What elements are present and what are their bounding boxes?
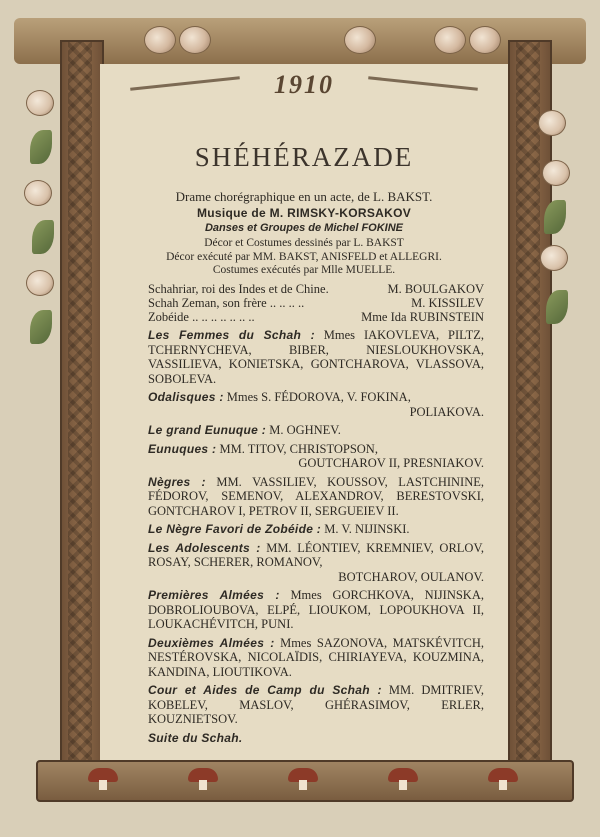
ornamental-bottom-border	[36, 760, 574, 802]
list-item	[148, 522, 484, 537]
list-item	[148, 541, 484, 585]
mushroom-icon	[188, 768, 218, 790]
cast-row	[148, 282, 484, 296]
list-item	[148, 683, 484, 727]
list-item	[148, 588, 484, 632]
group-names: Mmes S. FÉDOROVA, V. FOKINA,	[226, 390, 411, 404]
list-item	[148, 390, 484, 419]
rose-ornament-icon	[344, 26, 376, 54]
dancer-name: M. KISSILEV	[411, 296, 484, 310]
list-item	[148, 731, 484, 746]
ensemble-list	[148, 328, 484, 749]
group-names: M. OGHNEV.	[269, 423, 341, 437]
group-names: Mmes SAZONOVA, MATSKÉVITCH, NESTÉROVSKA, NICOLAÏDIS, CHIRIAYEVA, KOUZMINA, KANDINA, LIOUTIKOVA.	[148, 635, 485, 679]
mushroom-icon	[288, 768, 318, 790]
rose-icon	[26, 270, 54, 296]
group-label: Le Nègre Favori de Zobéide :	[148, 522, 322, 536]
group-names: Mmes GORCHKOVA, NIJINSKA, DOBROLIOUBOVA, ELPÉ, LIOUKOM, LOPOUKHOVA II, LOUKACHÉVITCH, PUNI.	[148, 588, 484, 631]
group-names: Mmes IAKOVLEVA, PILTZ, TCHERNYCHEVA, BIBER, NIESLOUKHOVSKA, VASSILIEVA, KONIETSKA, GONTCHAROVA, VLASSOVA, SOBOLEVA.	[148, 328, 484, 386]
list-item	[148, 423, 484, 438]
credit-line: Décor et Costumes dessinés par L. BAKST	[204, 237, 404, 249]
credit-line: Décor exécuté par MM. BAKST, ANISFELD et ALLEGRI.	[166, 251, 442, 263]
role-name: Zobéide .. .. .. .. .. .. ..	[148, 310, 255, 324]
list-item	[148, 475, 484, 519]
rose-icon	[540, 245, 568, 271]
page-title: SHÉHÉRAZADE	[194, 142, 414, 172]
group-label: Odalisques :	[148, 390, 224, 404]
rose-ornament-icon	[144, 26, 176, 54]
leaf-icon	[544, 200, 566, 234]
group-label: Nègres :	[148, 474, 206, 489]
cast-row	[148, 310, 484, 324]
list-item	[148, 328, 484, 386]
rose-icon	[24, 180, 52, 206]
mushroom-icon	[388, 768, 418, 790]
rose-ornament-icon	[469, 26, 501, 54]
list-item	[148, 636, 484, 680]
role-name: Schahriar, roi des Indes et de Chine.	[148, 282, 329, 296]
cast-row	[148, 296, 484, 310]
rose-icon	[26, 90, 54, 116]
group-label: Deuxièmes Almées :	[148, 635, 275, 650]
role-name: Schah Zeman, son frère .. .. .. ..	[148, 296, 305, 310]
dancer-name: Mme Ida RUBINSTEIN	[361, 310, 484, 324]
group-label: Les Femmes du Schah :	[148, 328, 315, 342]
group-names: MM. TITOV, CHRISTOPSON,	[219, 441, 378, 456]
left-rose-vine	[22, 70, 56, 370]
group-label: Premières Almées :	[148, 588, 280, 602]
rose-ornament-icon	[179, 26, 211, 54]
group-label: Suite du Schah.	[148, 730, 243, 745]
credit-line: Costumes exécutés par Mlle MUELLE.	[212, 264, 396, 276]
leaf-icon	[30, 310, 52, 344]
group-label: Les Adolescents :	[148, 540, 261, 555]
group-label: Le grand Eunuque :	[148, 423, 267, 437]
credit-line: Danses et Groupes de Michel FOKINE	[204, 222, 404, 234]
mushroom-icon	[488, 768, 518, 790]
leaf-icon	[546, 290, 568, 324]
ornamental-left-column	[60, 40, 104, 784]
credit-line: Musique de M. RIMSKY-KORSAKOV	[196, 206, 412, 220]
rose-icon	[538, 110, 566, 136]
program-text-panel	[100, 64, 508, 760]
group-names-continued: POLIAKOVA.	[409, 404, 484, 419]
rose-ornament-icon	[434, 26, 466, 54]
right-rose-vine	[538, 70, 572, 370]
group-label: Cour et Aides de Camp du Schah :	[148, 683, 382, 697]
year-heading: 1910	[274, 70, 334, 99]
leaf-icon	[32, 220, 54, 254]
principal-cast	[148, 282, 484, 324]
group-names: MM. LÉONTIEV, KREMNIEV, ORLOV, ROSAY, SCHERER, ROMANOV,	[148, 540, 484, 569]
dancer-name: M. BOULGAKOV	[387, 282, 484, 296]
group-names: MM. DMITRIEV, KOBELEV, MASLOV, GHÉRASIMOV, ERLER, KOUZNIETSOV.	[148, 683, 484, 726]
group-label: Eunuques :	[148, 441, 217, 456]
leaf-icon	[30, 130, 52, 164]
group-names-continued: BOTCHAROV, OULANOV.	[338, 569, 484, 584]
credit-line: Drame chorégraphique en un acte, de L. BAKST.	[175, 189, 433, 204]
mushroom-icon	[88, 768, 118, 790]
rose-icon	[542, 160, 570, 186]
list-item	[148, 442, 484, 471]
group-names-continued: GOUTCHAROV II, PRESNIAKOV.	[298, 456, 484, 470]
group-names: M. V. NIJINSKI.	[324, 522, 410, 536]
group-names: MM. VASSILIEV, KOUSSOV, LASTCHININE, FÉDOROV, SEMENOV, ALEXANDROV, BERESTOVSKI, GONTCHAROV I, PETROV II, SERGUEIEV II.	[148, 474, 485, 518]
